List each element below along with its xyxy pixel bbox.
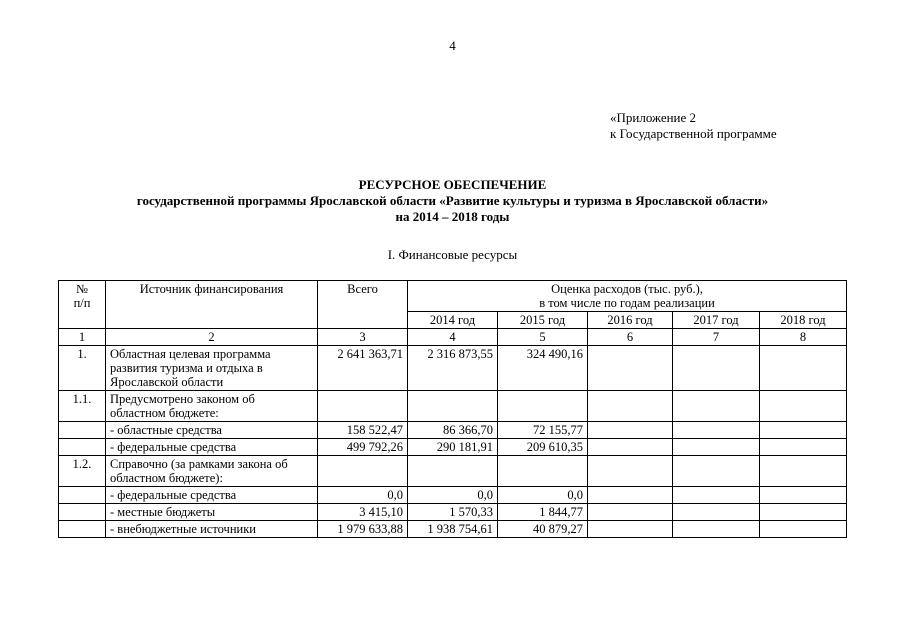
row-value-2018: [760, 422, 847, 439]
header-estimate: [408, 281, 847, 312]
row-total: [318, 456, 408, 487]
row-value-2018: [760, 346, 847, 391]
row-value-2016: [588, 422, 673, 439]
table-row: [59, 346, 847, 391]
row-number: [59, 521, 106, 538]
column-number: 1: [59, 329, 106, 346]
row-total: 0,0: [318, 487, 408, 504]
row-source: Справочно (за рамками закона об областном бюджете):: [106, 456, 318, 487]
row-value-2016: [588, 439, 673, 456]
appendix-line-2: к Государственной программе: [610, 126, 777, 141]
financial-resources-table: [58, 280, 847, 538]
table-row: [59, 422, 847, 439]
row-source: - внебюджетные источники: [106, 521, 318, 538]
row-value-2014: 1 938 754,61: [408, 521, 498, 538]
header-source: Источник финансирования: [106, 281, 318, 329]
row-number: [59, 422, 106, 439]
header-num-line-1: №: [76, 282, 88, 296]
row-value-2018: [760, 487, 847, 504]
row-total: 3 415,10: [318, 504, 408, 521]
row-value-2017: [673, 487, 760, 504]
header-year: 2014 год: [408, 312, 498, 329]
row-number: 1.: [59, 346, 106, 391]
row-value-2016: [588, 456, 673, 487]
row-total: [318, 391, 408, 422]
header-total: Всего: [318, 281, 408, 329]
row-value-2017: [673, 391, 760, 422]
header-estimate-line-2: в том числе по годам реализации: [539, 296, 715, 310]
column-number: 2: [106, 329, 318, 346]
row-total: 158 522,47: [318, 422, 408, 439]
row-value-2015: 324 490,16: [498, 346, 588, 391]
row-total: 2 641 363,71: [318, 346, 408, 391]
row-source: Областная целевая программа развития туризма и отдыха в Ярославской области: [106, 346, 318, 391]
appendix-line-1: «Приложение 2: [610, 110, 697, 125]
row-source: - федеральные средства: [106, 487, 318, 504]
row-source: - областные средства: [106, 422, 318, 439]
column-number: 3: [318, 329, 408, 346]
column-numbers-row: [59, 329, 847, 346]
row-value-2017: [673, 422, 760, 439]
row-value-2016: [588, 504, 673, 521]
header-year: 2018 год: [760, 312, 847, 329]
row-value-2014: 290 181,91: [408, 439, 498, 456]
row-source: Предусмотрено законом об областном бюджете:: [106, 391, 318, 422]
row-number: 1.1.: [59, 391, 106, 422]
row-value-2015: 209 610,35: [498, 439, 588, 456]
title-line-2: государственной программы Ярославской области «Развитие культуры и туризма в Ярославской области»: [136, 193, 769, 208]
row-source: - федеральные средства: [106, 439, 318, 456]
document-title: [0, 177, 905, 225]
column-number: 7: [673, 329, 760, 346]
row-value-2016: [588, 346, 673, 391]
table-row: [59, 487, 847, 504]
row-value-2016: [588, 391, 673, 422]
section-title: I. Финансовые ресурсы: [387, 247, 518, 262]
row-value-2017: [673, 346, 760, 391]
row-value-2014: 0,0: [408, 487, 498, 504]
table-row: [59, 439, 847, 456]
table-row: [59, 504, 847, 521]
header-row-1: [59, 281, 847, 312]
row-value-2017: [673, 504, 760, 521]
row-value-2015: [498, 456, 588, 487]
row-value-2014: [408, 456, 498, 487]
row-value-2018: [760, 439, 847, 456]
row-value-2015: 40 879,27: [498, 521, 588, 538]
header-num-line-2: п/п: [73, 296, 91, 310]
title-line-3: на 2014 – 2018 годы: [395, 209, 510, 224]
row-value-2017: [673, 521, 760, 538]
header-num-cell: [59, 281, 106, 329]
row-value-2017: [673, 456, 760, 487]
table-row: [59, 391, 847, 422]
row-number: [59, 439, 106, 456]
row-value-2018: [760, 456, 847, 487]
row-value-2014: [408, 391, 498, 422]
row-total: 499 792,26: [318, 439, 408, 456]
row-value-2016: [588, 487, 673, 504]
column-number: 5: [498, 329, 588, 346]
row-total: 1 979 633,88: [318, 521, 408, 538]
row-number: [59, 504, 106, 521]
row-value-2016: [588, 521, 673, 538]
page-number: 4: [449, 38, 456, 53]
table-row: [59, 456, 847, 487]
column-number: 8: [760, 329, 847, 346]
row-value-2018: [760, 391, 847, 422]
table-row: [59, 521, 847, 538]
row-value-2015: 1 844,77: [498, 504, 588, 521]
column-number: 4: [408, 329, 498, 346]
row-value-2017: [673, 439, 760, 456]
row-value-2018: [760, 504, 847, 521]
row-value-2015: [498, 391, 588, 422]
row-number: [59, 487, 106, 504]
row-value-2015: 0,0: [498, 487, 588, 504]
appendix-note: [610, 110, 777, 142]
row-value-2018: [760, 521, 847, 538]
row-source: - местные бюджеты: [106, 504, 318, 521]
header-estimate-line-1: Оценка расходов (тыс. руб.),: [551, 282, 703, 296]
row-number: 1.2.: [59, 456, 106, 487]
column-number: 6: [588, 329, 673, 346]
header-year: 2015 год: [498, 312, 588, 329]
header-year: 2017 год: [673, 312, 760, 329]
row-value-2014: 1 570,33: [408, 504, 498, 521]
row-value-2015: 72 155,77: [498, 422, 588, 439]
row-value-2014: 2 316 873,55: [408, 346, 498, 391]
row-value-2014: 86 366,70: [408, 422, 498, 439]
title-line-1: РЕСУРСНОЕ ОБЕСПЕЧЕНИЕ: [358, 177, 547, 192]
header-year: 2016 год: [588, 312, 673, 329]
